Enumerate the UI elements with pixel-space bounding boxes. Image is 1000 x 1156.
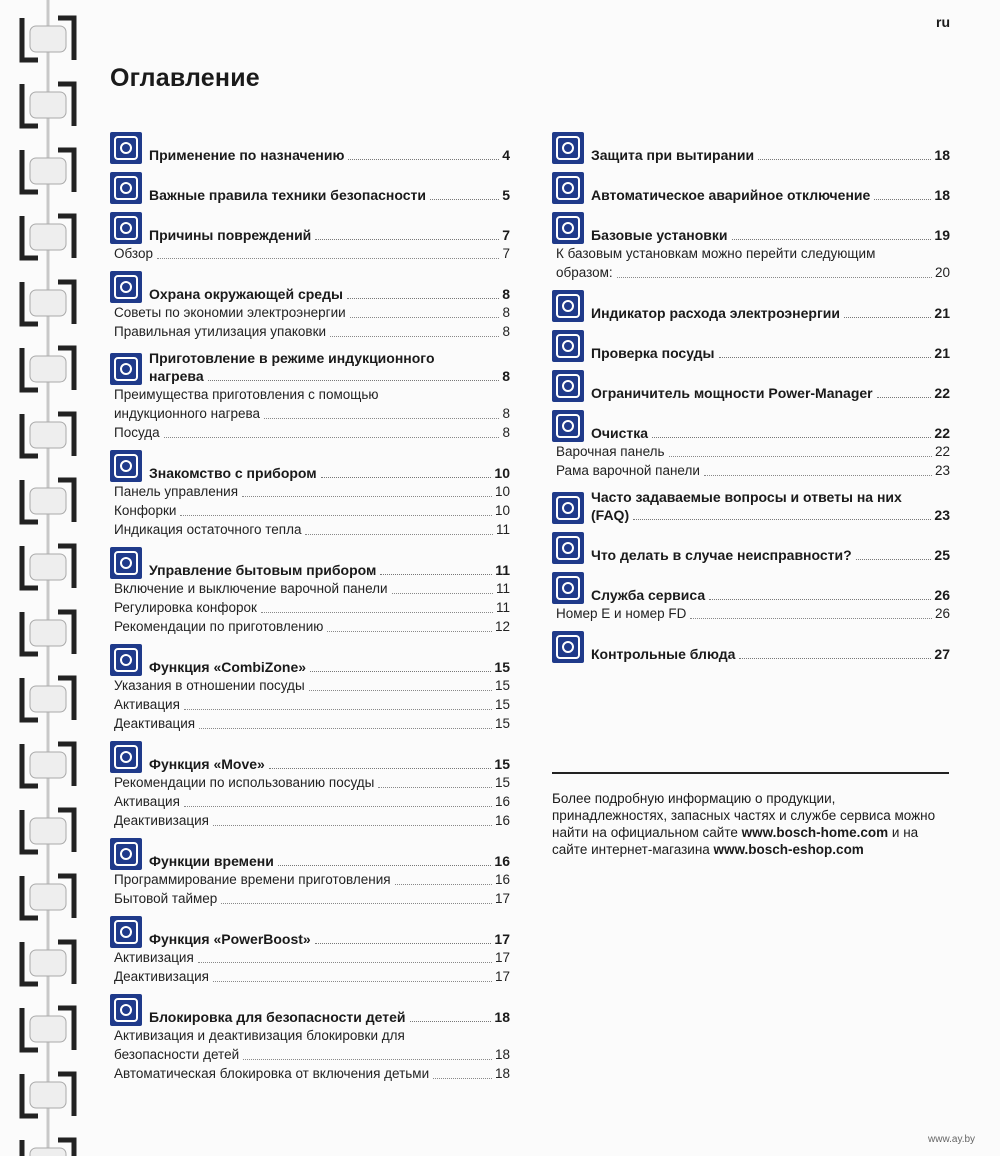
toc-subentry-text: Деактивизация — [114, 813, 209, 828]
toc-subentry-text: Регулировка конфорок — [114, 600, 257, 615]
toc-subentry-text: Обзор — [114, 246, 153, 261]
page-number: 15 — [494, 775, 510, 790]
toc-subentry[interactable] — [114, 303, 510, 322]
page-number: 18 — [494, 1066, 510, 1081]
dot-leader — [709, 599, 931, 600]
toc-heading-title: Блокировка для безопасности детей — [149, 1009, 406, 1025]
toc-subentry-text: Конфорки — [114, 503, 177, 518]
law-hand-icon — [110, 132, 142, 164]
toc-section — [110, 132, 510, 164]
toc-section — [552, 132, 950, 164]
page-number: 16 — [494, 794, 510, 809]
toc-heading-title: Функция «PowerBoost» — [149, 931, 311, 947]
dot-leader — [310, 671, 491, 672]
clock-icon — [110, 838, 142, 870]
dot-leader — [633, 519, 931, 520]
toc-subentry-text: Рама варочной панели — [556, 463, 700, 478]
toc-subentry-text: Активизация — [114, 950, 194, 965]
spiral-binding — [0, 0, 92, 1156]
toc-subentry-text: Советы по экономии электроэнергии — [114, 305, 346, 320]
toc-heading-title: Проверка посуды — [591, 345, 715, 361]
dot-leader — [856, 559, 932, 560]
toc-subentry-text: Деактивизация — [114, 969, 209, 984]
dot-leader — [157, 258, 499, 259]
toc-subentry[interactable] — [556, 263, 950, 282]
dot-leader — [410, 1021, 492, 1022]
cookware-check-icon — [552, 330, 584, 362]
dot-leader — [350, 317, 500, 318]
toc-subentry[interactable] — [114, 617, 510, 636]
toc-subentry-text: Бытовой таймер — [114, 891, 218, 906]
page-number: 26 — [934, 606, 950, 621]
page-number: 15 — [494, 716, 510, 731]
induction-coil-icon — [110, 353, 142, 385]
toc-section — [552, 212, 950, 282]
dot-leader — [243, 1059, 492, 1060]
toc-subentry[interactable] — [556, 604, 950, 623]
page-number: 4 — [502, 147, 510, 163]
toc-heading[interactable] — [552, 212, 950, 244]
toc-subentry[interactable] — [114, 1045, 510, 1064]
toc-heading-title: Функция «CombiZone» — [149, 659, 307, 675]
dot-leader — [261, 612, 493, 613]
toc-subentry[interactable] — [114, 967, 510, 986]
page-number: 7 — [502, 246, 510, 261]
toc-heading[interactable] — [110, 132, 510, 164]
toc-subentry[interactable] — [114, 889, 510, 908]
wipe-protection-icon — [552, 132, 584, 164]
dot-leader — [264, 418, 499, 419]
toc-heading[interactable] — [110, 838, 510, 870]
toc-heading[interactable] — [110, 644, 510, 676]
toc-subentry[interactable] — [114, 404, 510, 423]
page-number: 20 — [934, 265, 950, 280]
toc-section — [110, 212, 510, 263]
toc-heading-title: Служба сервиса — [591, 587, 706, 603]
dot-leader — [184, 709, 492, 710]
toc-heading[interactable] — [110, 994, 510, 1026]
page-number: 17 — [494, 969, 510, 984]
page-number: 11 — [495, 600, 510, 615]
page-number: 12 — [494, 619, 510, 634]
dot-leader — [669, 456, 932, 457]
page-number: 18 — [494, 1047, 510, 1062]
page-number: 22 — [934, 425, 950, 441]
dot-leader — [221, 903, 492, 904]
dot-leader — [208, 380, 500, 381]
dot-leader — [180, 515, 492, 516]
toc-subentry[interactable] — [114, 520, 510, 539]
page-number: 17 — [494, 891, 510, 906]
toc-subentry-text: Активация — [114, 794, 180, 809]
page-number: 23 — [934, 463, 950, 478]
toc-subentry-text: Рекомендации по приготовлению — [114, 619, 324, 634]
toc-heading-title: Индикатор расхода электроэнергии — [591, 305, 841, 321]
padlock-icon — [110, 994, 142, 1026]
eye-icon — [110, 450, 142, 482]
page-number: 15 — [494, 659, 510, 675]
dot-leader — [269, 768, 492, 769]
info-text-1: Более подробную информацию о продукции, принадлежностях, запасных частях и службе сервиса можно найти на официальном сайте — [552, 791, 936, 840]
toc-section — [552, 631, 950, 663]
toc-heading-title: Применение по назначению — [149, 147, 345, 163]
toc-heading[interactable] — [110, 450, 510, 482]
toc-subentry[interactable] — [114, 244, 510, 263]
page-number: 21 — [934, 345, 950, 361]
page-number: 11 — [495, 562, 510, 578]
toc-subentry-text: Номер Е и номер FD — [556, 606, 687, 621]
page-number: 8 — [502, 324, 510, 339]
dot-leader — [732, 239, 932, 240]
toc-heading-title: Базовые установки — [591, 227, 728, 243]
toc-section — [110, 994, 510, 1083]
eco-leaf-icon — [110, 271, 142, 303]
page-number: 10 — [494, 503, 510, 518]
toc-subentry: Преимущества приготовления с помощью — [114, 387, 379, 402]
page-number: 8 — [502, 368, 510, 384]
powerboost-pot-icon — [110, 916, 142, 948]
toc-subentry[interactable] — [556, 442, 950, 461]
toc-subentry[interactable] — [114, 792, 510, 811]
toc-subentry-text: образом: — [556, 265, 613, 280]
dot-leader — [433, 1078, 492, 1079]
phone-service-icon — [552, 572, 584, 604]
toc-subentry[interactable] — [114, 501, 510, 520]
toc-subentry-text: Деактивация — [114, 716, 196, 731]
dot-leader — [309, 690, 492, 691]
toc-heading[interactable] — [552, 370, 950, 402]
dot-leader — [198, 962, 492, 963]
toc-section — [552, 532, 950, 564]
dot-leader — [213, 981, 492, 982]
toc-heading-title: Автоматическое аварийное отключение — [591, 187, 871, 203]
dot-leader — [617, 277, 932, 278]
toc-heading[interactable] — [110, 349, 510, 385]
dot-leader — [184, 806, 492, 807]
toc-heading-title: Функции времени — [149, 853, 274, 869]
toc-heading-title: Охрана окружающей среды — [149, 286, 343, 302]
watermark: www.ay.by — [928, 1134, 976, 1145]
page-number: 10 — [494, 465, 510, 481]
toc-heading[interactable] — [110, 547, 510, 579]
page-number: 18 — [934, 147, 950, 163]
toc-heading[interactable] — [552, 290, 950, 322]
toc-subentry-text: Программирование времени приготовления — [114, 872, 391, 887]
language-code: ru — [936, 14, 950, 30]
toc-heading[interactable] — [110, 916, 510, 948]
toc-heading[interactable] — [552, 532, 950, 564]
page-number: 22 — [934, 444, 950, 459]
dot-leader — [327, 631, 492, 632]
toc-subentry[interactable] — [114, 870, 510, 889]
divider — [552, 772, 949, 774]
page-number: 15 — [494, 678, 510, 693]
toc-subentry[interactable] — [114, 676, 510, 695]
toc-subentry[interactable] — [114, 482, 510, 501]
toc-section — [110, 271, 510, 341]
grid-settings-icon — [552, 212, 584, 244]
page-number: 15 — [494, 756, 510, 772]
dot-leader — [395, 884, 492, 885]
dot-leader — [704, 475, 932, 476]
dot-leader — [347, 298, 499, 299]
toc-subentry[interactable] — [114, 695, 510, 714]
page-title: Оглавление — [110, 64, 260, 92]
toc-subentry-text: индукционного нагрева — [114, 406, 261, 421]
dot-leader — [739, 658, 931, 659]
website-link[interactable]: www.bosch-home.com — [741, 825, 889, 840]
dot-leader — [321, 477, 492, 478]
move-pot-icon — [110, 741, 142, 773]
toc-subentry[interactable] — [114, 423, 510, 442]
toc-subentry-text: Варочная панель — [556, 444, 665, 459]
dot-leader — [305, 534, 493, 535]
page-number: 11 — [495, 522, 510, 537]
toc-subentry-text: Панель управления — [114, 484, 239, 499]
toc-heading[interactable] — [552, 410, 950, 442]
toc-heading-title: Что делать в случае неисправности? — [591, 547, 852, 563]
dot-leader — [652, 437, 931, 438]
page-number: 7 — [502, 227, 510, 243]
dot-leader — [315, 943, 492, 944]
toc-subentry-text: Рекомендации по использованию посуды — [114, 775, 375, 790]
dot-leader — [392, 593, 493, 594]
page-number: 23 — [934, 507, 950, 523]
energy-bars-icon — [552, 290, 584, 322]
dot-leader — [278, 865, 492, 866]
dot-leader — [690, 618, 932, 619]
toc-subentry[interactable] — [114, 598, 510, 617]
page-number: 8 — [502, 305, 510, 320]
toc-section — [110, 741, 510, 830]
page-number: 25 — [934, 547, 950, 563]
toc-section — [110, 916, 510, 986]
dot-leader — [199, 728, 492, 729]
eshop-link[interactable]: www.bosch-eshop.com — [713, 842, 864, 857]
toc-heading-title: Контрольные блюда — [591, 646, 736, 662]
toc-section — [552, 172, 950, 204]
dot-leader — [242, 496, 492, 497]
dot-leader — [430, 199, 499, 200]
dot-leader — [719, 357, 932, 358]
toc-heading-title: Функция «Move» — [149, 756, 265, 772]
info-text-2: и на сайте интернет-магазина — [552, 825, 919, 857]
toc-heading[interactable] — [110, 271, 510, 303]
toc-section — [110, 172, 510, 204]
toc-heading[interactable] — [552, 132, 950, 164]
toc-section — [110, 547, 510, 636]
toc-heading-title: Важные правила техники безопасности — [149, 187, 426, 203]
page-number: 15 — [494, 697, 510, 712]
dot-leader — [378, 787, 492, 788]
power-manager-icon — [552, 370, 584, 402]
toc-subentry[interactable] — [114, 773, 510, 792]
toc-heading[interactable] — [552, 172, 950, 204]
page-number: 8 — [502, 425, 510, 440]
page-number: 18 — [934, 187, 950, 203]
dot-leader — [844, 317, 931, 318]
info-paragraph — [552, 790, 952, 858]
dot-leader — [213, 825, 492, 826]
toc-section — [552, 572, 950, 623]
faq-document-icon — [552, 492, 584, 524]
page-number: 8 — [502, 406, 510, 421]
toc-subentry-text: Посуда — [114, 425, 160, 440]
dot-leader — [877, 397, 932, 398]
toc-subentry[interactable] — [556, 461, 950, 480]
page-number: 16 — [494, 872, 510, 887]
page-number: 27 — [934, 646, 950, 662]
toc-heading-title-cont: (FAQ) — [591, 507, 630, 523]
page-number: 16 — [494, 853, 510, 869]
toc-heading-title: Часто задаваемые вопросы и ответы на них — [591, 489, 902, 505]
toc-heading[interactable] — [552, 488, 950, 524]
toc-subentry-text: Правильная утилизация упаковки — [114, 324, 327, 339]
toc-heading-title: Приготовление в режиме индукционного — [149, 350, 435, 366]
toc-subentry[interactable] — [114, 948, 510, 967]
warning-triangle-icon — [110, 172, 142, 204]
magnifier-icon — [552, 631, 584, 663]
toc-left-column — [110, 132, 510, 1091]
page-number: 19 — [934, 227, 950, 243]
page-number: 17 — [494, 950, 510, 965]
toc-subentry[interactable] — [114, 1064, 510, 1083]
toc-subentry[interactable] — [114, 322, 510, 341]
toc-section — [110, 838, 510, 908]
toc-heading[interactable] — [110, 172, 510, 204]
cleaning-icon — [552, 410, 584, 442]
page-number: 26 — [934, 587, 950, 603]
toc-heading[interactable] — [552, 631, 950, 663]
dot-leader — [874, 199, 931, 200]
toc-subentry-text: Включение и выключение варочной панели — [114, 581, 388, 596]
toc-heading-title: Знакомство с прибором — [149, 465, 317, 481]
page-number: 10 — [494, 484, 510, 499]
toc-heading-title: Причины повреждений — [149, 227, 312, 243]
toc-right-column — [552, 132, 950, 671]
toc-section — [552, 488, 950, 524]
toc-subentry-text: Автоматическая блокировка от включения детьми — [114, 1066, 430, 1081]
dot-leader — [315, 239, 499, 240]
dot-leader — [164, 437, 500, 438]
toc-subentry-text: Индикация остаточного тепла — [114, 522, 302, 537]
dot-leader — [348, 159, 499, 160]
dot-leader — [380, 574, 492, 575]
toc-heading-title-cont: нагрева — [149, 368, 204, 384]
page-number: 21 — [934, 305, 950, 321]
page-number: 11 — [495, 581, 510, 596]
toc-subentry-text: Активация — [114, 697, 180, 712]
toc-subentry: К базовым установкам можно перейти следующим — [556, 246, 876, 261]
toc-subentry[interactable] — [114, 579, 510, 598]
toc-section — [552, 290, 950, 322]
page-number: 17 — [494, 931, 510, 947]
toc-section — [110, 644, 510, 733]
page-number: 5 — [502, 187, 510, 203]
toc-subentry: Активизация и деактивизация блокировки для — [114, 1028, 405, 1043]
toc-section — [110, 450, 510, 539]
page-number: 8 — [502, 286, 510, 302]
toc-section — [552, 370, 950, 402]
toc-heading-title: Управление бытовым прибором — [149, 562, 377, 578]
toc-heading-title: Очистка — [591, 425, 649, 441]
question-mark-icon — [552, 532, 584, 564]
toc-subentry-text: Указания в отношении посуды — [114, 678, 305, 693]
page-number: 22 — [934, 385, 950, 401]
toc-heading-title: Ограничитель мощности Power-Manager — [591, 385, 873, 401]
page-number: 16 — [494, 813, 510, 828]
dot-leader — [758, 159, 931, 160]
page-number: 18 — [494, 1009, 510, 1025]
toc-heading[interactable] — [552, 572, 950, 604]
dot-leader — [330, 336, 499, 337]
damage-hammer-icon — [110, 212, 142, 244]
hand-control-icon — [110, 547, 142, 579]
toc-heading[interactable] — [110, 212, 510, 244]
toc-heading-title: Защита при вытирании — [591, 147, 755, 163]
toc-section — [110, 349, 510, 442]
toc-section — [552, 330, 950, 362]
toc-subentry[interactable] — [114, 811, 510, 830]
toc-heading[interactable] — [552, 330, 950, 362]
combizone-icon — [110, 644, 142, 676]
toc-subentry-text: безопасности детей — [114, 1047, 240, 1062]
toc-section — [552, 410, 950, 480]
auto-shutoff-icon — [552, 172, 584, 204]
toc-heading[interactable] — [110, 741, 510, 773]
toc-subentry[interactable] — [114, 714, 510, 733]
